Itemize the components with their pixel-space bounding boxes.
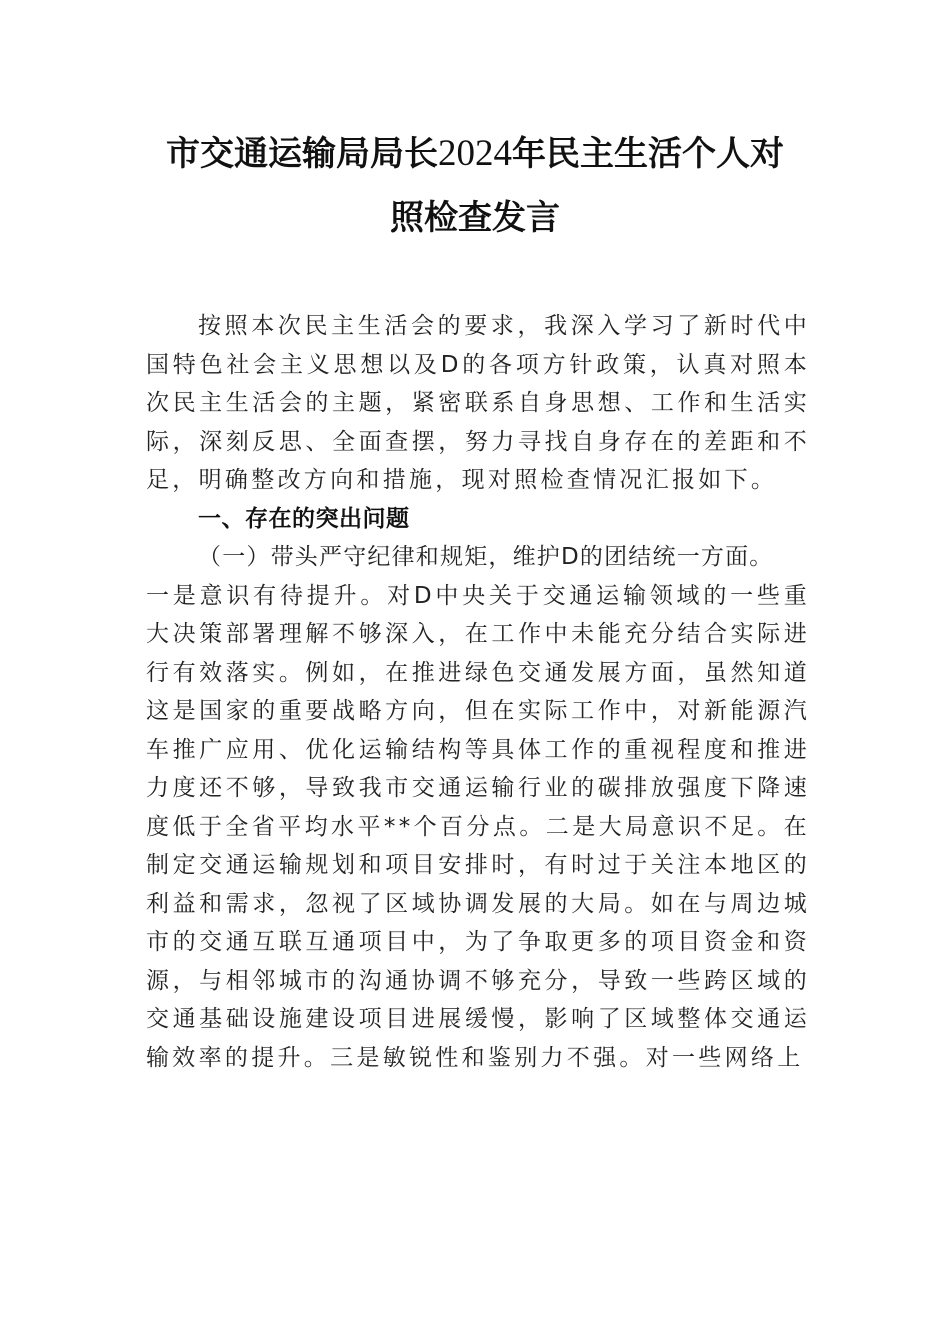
title-prefix: 市交通运输局局长: [166, 134, 438, 174]
title-line-2: 照检查发言: [390, 198, 560, 238]
title-line-1: [100, 122, 850, 186]
body-paragraph: 一是意识有待提升。对D中央关于交通运输领域的一些重大决策部署理解不够深入，在工作中未能充分结合实际进行有效落实。例如，在推进绿色交通发展方面，虽然知道这是国家的重要战略方向，但在实际工作中，对新能源汽车推广应用、优化运输结构等具体工作的重视程度和推进力度还不够，导致我市交通运输行业的碳排放强度下降速度低于全省平均水平**个百分点。二是大局意识不足。在制定交通运输规划和项目安排时，有时过于关注本地区的利益和需求，忽视了区域协调发展的大局。如在与周边城市的交通互联互通项目中，为了争取更多的项目资金和资源，与相邻城市的沟通协调不够充分，导致一些跨区域的交通基础设施建设项目进展缓慢，影响了区域整体交通运输效率的提升。三是敏锐性和鉴别力不强。对一些网络上: [146, 582, 810, 1071]
title-suffix: 年民主生活个人对: [512, 134, 784, 174]
intro-paragraph: 按照本次民主生活会的要求，我深入学习了新时代中国特色社会主义思想以及D的各项方针政策，认真对照本次民主生活会的主题，紧密联系自身思想、工作和生活实际，深刻反思、全面查摆，努力寻找自身存在的差距和不足，明确整改方向和措施，现对照检查情况汇报如下。: [146, 313, 810, 493]
document-title: [100, 122, 850, 250]
section-heading: 一、存在的突出问题: [198, 505, 410, 532]
document-body: [146, 307, 810, 1077]
subsection-heading: （一）带头严守纪律和规矩，维护D的团结统一方面。: [198, 544, 774, 570]
title-year: 2024: [438, 133, 512, 174]
